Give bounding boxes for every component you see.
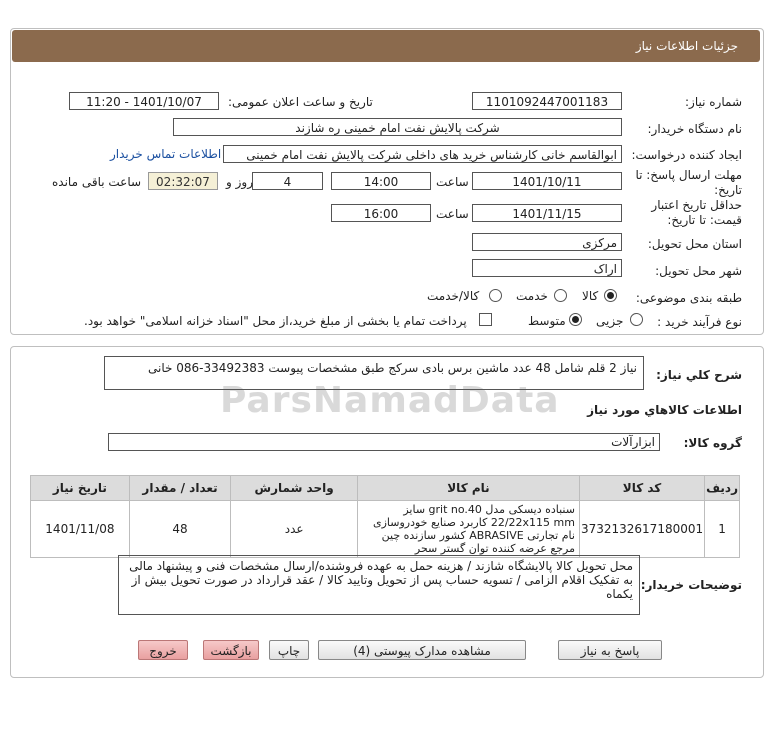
delivery-province-label: استان محل تحویل:: [647, 237, 742, 251]
announce-label: تاریخ و ساعت اعلان عمومی:: [228, 95, 373, 109]
category-option-goods: کالا: [582, 289, 599, 303]
validity-time-label: ساعت: [436, 207, 469, 221]
col-unit: واحد شمارش: [231, 476, 358, 501]
col-row: ردیف: [705, 476, 740, 501]
page-title: جزئیات اطلاعات نیاز: [635, 39, 738, 53]
announce-field: 1401/10/07 - 11:20: [69, 92, 219, 110]
deadline-date-field: 1401/10/11: [472, 172, 622, 190]
delivery-city-field: اراک: [472, 259, 622, 277]
buyer-notes-field: محل تحویل کالا پالایشگاه شازند / هزینه حمل به عهده فروشنده/ارسال مشخصات فنی و پیشنهاد مالی به تفکیک اقلام الزامی / تسویه حساب پس از تحویل وتایید کالا / عقد قرارداد در صورت تحویل بیش از یکماه: [118, 555, 640, 615]
col-date: تاریخ نیاز: [31, 476, 130, 501]
goods-table: [30, 475, 740, 558]
category-label: طبقه بندی موضوعی:: [635, 291, 742, 305]
cell-row: 1: [705, 501, 740, 558]
parsnamad-watermark: ParsNamadData: [220, 380, 560, 421]
exit-button[interactable]: خروج: [138, 640, 188, 660]
remaining-label: ساعت باقی مانده: [52, 175, 142, 189]
goods-group-field: ابزارآلات: [108, 433, 660, 451]
category-option-service: خدمت: [516, 289, 548, 303]
cell-qty: 48: [129, 501, 231, 558]
cell-code: 3732132617180001: [579, 501, 704, 558]
days-label: روز و: [226, 175, 253, 189]
category-radio-service[interactable]: [554, 289, 567, 302]
reply-button[interactable]: پاسخ به نیاز: [558, 640, 662, 660]
category-radio-both[interactable]: [489, 289, 502, 302]
delivery-city-label: شهر محل تحویل:: [655, 264, 742, 278]
goods-group-label: گروه کالا:: [683, 436, 742, 450]
process-label: نوع فرآیند خرید :: [657, 315, 742, 329]
need-number-field: 1101092447001183: [472, 92, 622, 110]
cell-name: سنباده دیسکی مدل grit no.40 سایز 22/22x115 mm کاربرد صنایع خودروسازی نام تجارتی ABRASIVE کشور سازنده چین مرجع عرضه کننده توان گستر سحر: [357, 501, 579, 558]
process-radio-minor[interactable]: [630, 313, 643, 326]
validity-time-field: 16:00: [331, 204, 431, 222]
table-row[interactable]: [31, 501, 740, 558]
buyer-notes-label: توضیحات خریدار:: [640, 578, 742, 592]
page-header: [12, 30, 760, 62]
need-number-label: شماره نیاز:: [685, 95, 742, 109]
category-radio-goods[interactable]: [604, 289, 617, 302]
col-name: نام کالا: [357, 476, 579, 501]
remaining-time-field: 02:32:07: [148, 172, 218, 190]
summary-field: نیاز 2 قلم شامل 48 عدد ماشین برس بادی سرکج طبق مشخصات پیوست 33492383-086 خانی: [104, 356, 644, 390]
creator-label: ایجاد کننده درخواست:: [631, 148, 742, 162]
days-field: 4: [252, 172, 323, 190]
deadline-label: مهلت ارسال پاسخ: تا: [635, 168, 742, 182]
deadline-label-2: تاریخ:: [714, 183, 742, 197]
table-header-row: [31, 476, 740, 501]
goods-info-heading: اطلاعات کالاهاي مورد نياز: [587, 403, 742, 417]
deadline-time-label: ساعت: [436, 175, 469, 189]
validity-label: حداقل تاریخ اعتبار: [651, 198, 742, 212]
cell-unit: عدد: [231, 501, 358, 558]
buyer-contact-link[interactable]: اطلاعات تماس خریدار: [110, 147, 222, 161]
validity-date-field: 1401/11/15: [472, 204, 622, 222]
process-option-minor: جزیی: [596, 314, 624, 328]
summary-label: شرح کلي نياز:: [656, 368, 742, 382]
deadline-time-field: 14:00: [331, 172, 431, 190]
creator-field: ابوالقاسم خانی کارشناس خرید های داخلی شرکت پالایش نفت امام خمینی: [223, 145, 622, 163]
process-radio-medium[interactable]: [569, 313, 582, 326]
attachments-button[interactable]: مشاهده مدارک پیوستی (4): [318, 640, 526, 660]
validity-label-2: قیمت: تا تاریخ:: [667, 213, 742, 227]
treasury-checkbox[interactable]: [479, 313, 492, 326]
col-qty: تعداد / مقدار: [129, 476, 231, 501]
print-button[interactable]: چاپ: [269, 640, 309, 660]
process-option-medium: متوسط: [528, 314, 566, 328]
delivery-province-field: مرکزی: [472, 233, 622, 251]
buyer-org-label: نام دستگاه خریدار:: [647, 122, 742, 136]
col-code: کد کالا: [579, 476, 704, 501]
treasury-note: پرداخت تمام یا بخشی از مبلغ خرید،از محل "اسناد خزانه اسلامی" خواهد بود.: [84, 314, 467, 328]
buyer-org-field: شرکت پالایش نفت امام خمینی ره شازند: [173, 118, 622, 136]
cell-date: 1401/11/08: [31, 501, 130, 558]
back-button[interactable]: بازگشت: [203, 640, 259, 660]
category-option-both: کالا/خدمت: [427, 289, 480, 303]
